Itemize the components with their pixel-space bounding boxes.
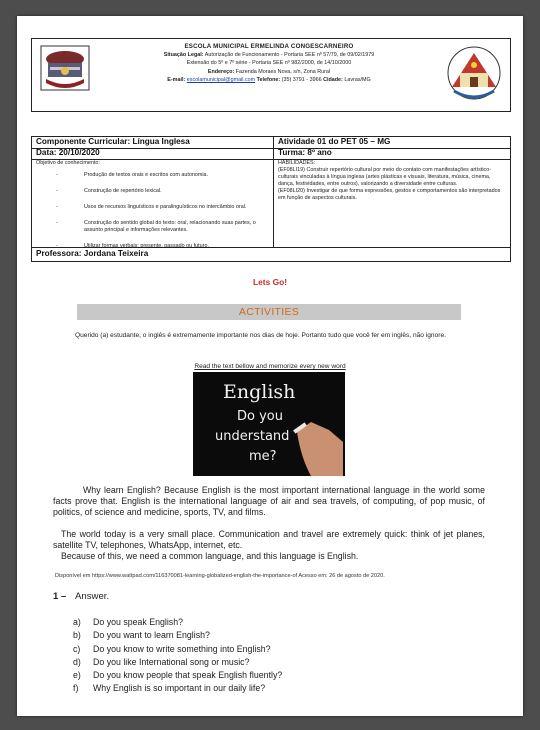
list-item: f) Why English is so important in our daily life? — [73, 683, 266, 694]
email-label: E-mail: — [167, 76, 186, 83]
question-number: 1 – — [53, 591, 67, 602]
teacher-label: Professora: Jordana Teixeira — [36, 249, 149, 258]
date-label: Data: 20/10/2020 — [36, 148, 100, 157]
city-text: Lavras/MG — [344, 76, 371, 83]
question-1-heading — [53, 591, 109, 602]
text-paragraph-2: The world today is a very small place. Communication and travel are extremely quick: think of jet planes, satellite TV, telephones, WhatsApp, internet, etc. — [53, 529, 485, 550]
table-divider — [273, 159, 274, 247]
skills-text-1: (EF08LI19) Construir repertório cultural por meio do contato com manifestações artístico-culturais vinculadas à língua inglesa (artes plásticas e visuais, literatura, música, cinema, dança, festividades, entre outros), valorizando a diversidade entre culturas. — [278, 167, 492, 187]
info-table — [31, 136, 511, 262]
chalk-word-english: English — [223, 381, 296, 403]
address-label: Endereço: — [207, 68, 235, 75]
city-crest-logo — [40, 45, 90, 91]
text-paragraph-1: Why learn English? Because English is the most important international language in the world some facts prove that. English is the international language of air and sea travels, of computing, of pop music, of politics, of science and medicine, sports, TV, and films. — [53, 485, 485, 517]
text-paragraph-3: Because of this, we need a common language, and this language is English. — [61, 551, 359, 561]
chalkboard-illustration — [193, 372, 345, 476]
source-citation: Disponível em https://www.wattpad.com/116370081-learning-globalized-english-the-importance-of Acesso em: 26 de agosto de 2020. — [55, 573, 385, 579]
list-item: - Construção do sentido global do texto: oral, relacionando suas partes, o assunto principal e informações relevantes. — [56, 220, 256, 233]
document-page — [17, 16, 523, 716]
lets-go-heading: Lets Go! — [253, 277, 287, 287]
chalk-word-do-you: Do you — [237, 409, 283, 424]
list-item: - Produção de textos orais e escritos com autonomia. — [56, 172, 209, 178]
activity-label: Atividade 01 do PET 05 – MG — [278, 137, 391, 146]
skills-title: HABILIDADES: — [278, 160, 316, 166]
intro-text: Querido (a) estudante, o inglês é extremamente importante nos dias de hoje. Portanto tudo que você fer em inglês, não ignore. — [75, 332, 446, 339]
legal-text: Autorização de Funcionamento - Portaria SEE nº 57/79, de 09/02/1979 — [204, 52, 375, 59]
question-list — [73, 616, 282, 696]
list-item: b) Do you want to learn English? — [73, 630, 210, 641]
list-item: a) Do you speak English? — [73, 617, 183, 627]
table-row — [32, 148, 510, 160]
objectives-list — [36, 160, 266, 250]
chalk-word-me: me? — [249, 449, 277, 464]
chalk-word-understand: understand — [215, 429, 290, 444]
header-text — [98, 43, 440, 84]
skills-block — [278, 160, 506, 202]
activities-title-bar: ACTIVITIES — [77, 304, 461, 320]
phone-text: (35) 3791 - 3966 — [281, 76, 322, 83]
school-seal-logo — [444, 43, 504, 105]
email-link[interactable]: escolamunicipal@gmail.com — [186, 76, 256, 83]
list-item: e) Do you know people that speak English fluently? — [73, 670, 283, 681]
list-item: - Construção de repertório lexical. — [56, 188, 162, 194]
address-text: Fazenda Moraes Nova, s/n, Zona Rural — [235, 68, 331, 75]
objectives-title: Objetivo de conhecimento: — [36, 160, 100, 166]
english-chalkboard-image — [193, 372, 345, 476]
school-name: ESCOLA MUNICIPAL ERMELINDA CONGESCARNEIRO — [184, 43, 354, 50]
list-item: - Utilizar formas verbais: presente, passado ou futuro. — [56, 243, 209, 249]
table-row — [32, 247, 510, 261]
city-label: Cidade: — [323, 76, 343, 83]
school-header — [31, 38, 511, 112]
phone-label: Telefone: — [256, 76, 281, 83]
question-title: Answer. — [75, 591, 110, 602]
list-item: - Usos de recursos linguísticos e paralinguísticos no intercâmbio oral. — [56, 204, 247, 210]
class-label: Turma: 8º ano — [278, 148, 332, 157]
extension-text: Extensão do 5º e 7º série - Portaria SEE nº 982/2000, de 14/10/2000 — [186, 60, 352, 67]
list-item: d) Do you like International song or music? — [73, 656, 250, 667]
skills-text-2: (EF08LI20) Investigar de que forma expressões, gestos e comportamentos são interpretados em função de aspectos culturais. — [278, 188, 501, 201]
component-label: Componente Curricular: Língua Inglesa — [36, 137, 190, 146]
list-item: c) Do you know to write something into English? — [73, 643, 271, 654]
read-instruction: Read the text bellow and memorize every new word — [194, 363, 346, 370]
legal-label: Situação Legal: — [163, 52, 204, 59]
